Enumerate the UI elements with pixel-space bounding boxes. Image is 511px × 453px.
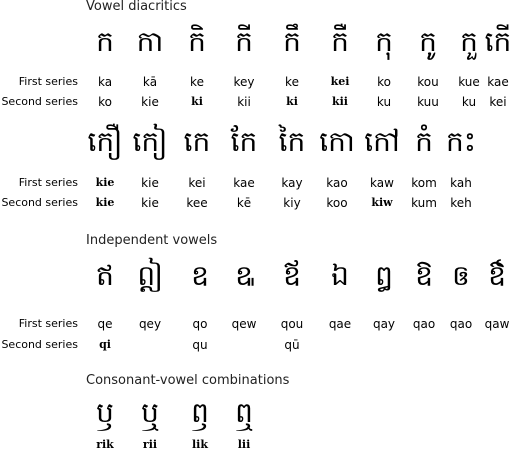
row-label-second: Second series xyxy=(1,95,78,108)
transliteration-cell: kei xyxy=(330,75,350,88)
khmer-glyph: ក xyxy=(96,25,114,58)
independent-glyph-row xyxy=(0,258,511,294)
transliteration-cell: kii xyxy=(237,95,251,109)
khmer-glyph: ឬ xyxy=(141,396,159,429)
transliteration-cell: kie xyxy=(95,176,115,189)
transliteration-cell: kie xyxy=(95,196,115,209)
transliteration-cell: qe xyxy=(97,317,113,331)
khmer-glyph: កៅ xyxy=(364,125,400,158)
transliteration-cell: kue xyxy=(458,75,480,89)
row-label-first: First series xyxy=(18,75,78,88)
khmer-glyph: ឥ xyxy=(96,259,114,292)
khmer-glyph: កៀ xyxy=(132,125,168,158)
transliteration-cell: kiy xyxy=(283,196,301,210)
transliteration-cell: kae xyxy=(487,75,509,89)
transliteration-cell: kum xyxy=(411,196,437,210)
khmer-glyph: កឹ xyxy=(283,25,301,58)
khmer-glyph: កា xyxy=(136,25,164,58)
khmer-glyph: ឫ xyxy=(96,396,114,429)
khmer-glyph: កឿ xyxy=(87,125,123,158)
row-label-second-iv: Second series xyxy=(1,338,78,351)
khmer-glyph: ឲ xyxy=(452,259,470,292)
transliteration-cell: kay xyxy=(281,176,303,190)
transliteration-cell: kā xyxy=(142,75,158,89)
transliteration-cell: kie xyxy=(141,196,159,210)
section-title-vowel-diacritics: Vowel diacritics xyxy=(86,0,187,14)
transliteration-cell: ka xyxy=(97,75,113,89)
transliteration-cell: ki xyxy=(191,95,203,108)
khmer-glyph: ឭ xyxy=(191,396,209,429)
khmer-glyph: កោ xyxy=(319,125,355,158)
row-label-first-b: First series xyxy=(18,176,78,189)
transliteration-cell: kie xyxy=(141,176,159,190)
khmer-glyph: ឱ xyxy=(415,259,433,292)
section-title-independent-vowels: Independent vowels xyxy=(86,233,218,248)
khmer-glyph: កី xyxy=(235,25,253,58)
transliteration-cell: ko xyxy=(377,75,391,89)
transliteration-cell: qo xyxy=(192,317,208,331)
transliteration-cell: key xyxy=(233,75,255,89)
transliteration-cell: rii xyxy=(142,438,158,451)
transliteration-cell: qew xyxy=(231,317,257,331)
khmer-glyph: ឮ xyxy=(235,396,253,429)
transliteration-cell: kaw xyxy=(370,176,394,190)
diacritics-b-glyph-row xyxy=(0,124,511,160)
transliteration-cell: kii xyxy=(332,95,348,108)
transliteration-cell: kae xyxy=(233,176,255,190)
khmer-glyph: កំ xyxy=(415,125,433,158)
khmer-glyph: កៃ xyxy=(278,125,306,158)
khmer-glyph: ឧ xyxy=(191,259,209,292)
khmer-glyph: ឰ xyxy=(375,259,393,292)
transliteration-cell: ki xyxy=(286,95,298,108)
khmer-glyph: កូ xyxy=(419,25,437,58)
khmer-glyph: ឦ xyxy=(137,259,163,292)
transliteration-cell: ko xyxy=(98,95,112,109)
transliteration-cell: kah xyxy=(450,176,472,190)
transliteration-cell: kou xyxy=(417,75,439,89)
khmer-glyph: កេ xyxy=(183,125,211,158)
khmer-glyph: កិ xyxy=(188,25,206,58)
transliteration-cell: qey xyxy=(138,317,162,331)
transliteration-cell: qaw xyxy=(484,317,510,331)
transliteration-cell: kē xyxy=(236,196,252,210)
khmer-glyph: កែ xyxy=(230,125,258,158)
transliteration-cell: ke xyxy=(190,75,204,89)
khmer-glyph: កើ xyxy=(484,25,511,58)
transliteration-cell: kee xyxy=(186,196,208,210)
transliteration-cell: ku xyxy=(376,95,392,109)
transliteration-cell: qay xyxy=(372,317,396,331)
diacritics-a-glyph-row xyxy=(0,24,511,60)
transliteration-cell: kei xyxy=(188,176,206,190)
transliteration-cell: qū xyxy=(284,338,300,352)
transliteration-cell: rik xyxy=(96,438,114,451)
transliteration-cell: ku xyxy=(461,95,477,109)
khmer-glyph: កួ xyxy=(460,25,478,58)
khmer-glyph: ឩ xyxy=(235,259,253,292)
row-label-first-iv: First series xyxy=(18,317,78,330)
transliteration-cell: qao xyxy=(412,317,436,331)
section-title-combinations: Consonant-vowel combinations xyxy=(86,373,290,388)
transliteration-cell: qae xyxy=(328,317,352,331)
combinations-glyph-row xyxy=(0,395,511,431)
transliteration-cell: koo xyxy=(326,196,348,210)
transliteration-cell: lii xyxy=(237,438,251,451)
transliteration-cell: kei xyxy=(489,95,507,109)
transliteration-cell: qu xyxy=(192,338,208,352)
transliteration-cell: lik xyxy=(192,438,208,451)
transliteration-cell: kiw xyxy=(371,196,393,209)
transliteration-cell: kie xyxy=(141,95,159,109)
row-label-second-b: Second series xyxy=(1,196,78,209)
khmer-glyph: កុ xyxy=(375,25,393,58)
khmer-glyph: កះ xyxy=(445,125,477,158)
transliteration-cell: qou xyxy=(280,317,304,331)
transliteration-cell: qao xyxy=(449,317,473,331)
transliteration-cell: kom xyxy=(411,176,437,190)
khmer-glyph: ឪ xyxy=(283,259,301,292)
khmer-glyph: ឯ xyxy=(331,259,349,292)
transliteration-cell: kao xyxy=(326,176,348,190)
khmer-glyph: ឳ xyxy=(488,259,506,292)
khmer-glyph: កឺ xyxy=(331,25,349,58)
transliteration-cell: kuu xyxy=(417,95,439,109)
transliteration-cell: qi xyxy=(99,338,111,351)
transliteration-cell: ke xyxy=(285,75,299,89)
transliteration-cell: keh xyxy=(450,196,472,210)
